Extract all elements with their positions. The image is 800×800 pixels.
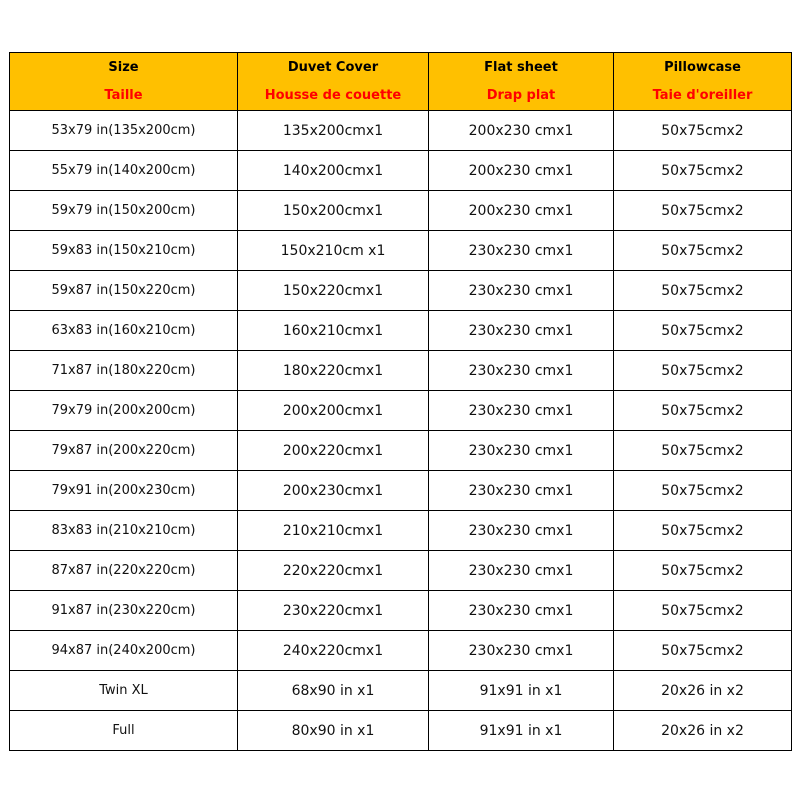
duvet-cover-cell: 240x220cmx1 <box>238 631 429 671</box>
header-flat-sheet-fr: Drap plat <box>486 87 556 103</box>
pillowcase-cell: 50x75cmx2 <box>614 191 792 231</box>
pillowcase-cell: 20x26 in x2 <box>614 671 792 711</box>
duvet-cover-cell: 68x90 in x1 <box>238 671 429 711</box>
size-cell: 87x87 in(220x220cm) <box>10 551 238 591</box>
size-cell: 55x79 in(140x200cm) <box>10 151 238 191</box>
table-row <box>10 311 792 351</box>
header-size-en: Size <box>108 59 139 75</box>
flat-sheet-cell: 91x91 in x1 <box>429 711 614 751</box>
table-row <box>10 191 792 231</box>
size-cell: 71x87 in(180x220cm) <box>10 351 238 391</box>
table-row <box>10 551 792 591</box>
table-row <box>10 711 792 751</box>
header-duvet-cover-fr: Housse de couette <box>264 87 402 103</box>
size-cell: 59x79 in(150x200cm) <box>10 191 238 231</box>
table-row <box>10 591 792 631</box>
pillowcase-cell: 50x75cmx2 <box>614 311 792 351</box>
table-row <box>10 431 792 471</box>
header-flat-sheet-en: Flat sheet <box>484 59 558 75</box>
size-cell: 53x79 in(135x200cm) <box>10 111 238 151</box>
flat-sheet-cell: 230x230 cmx1 <box>429 511 614 551</box>
flat-sheet-cell: 230x230 cmx1 <box>429 551 614 591</box>
size-chart-table <box>9 52 792 751</box>
flat-sheet-cell: 230x230 cmx1 <box>429 431 614 471</box>
pillowcase-cell: 50x75cmx2 <box>614 391 792 431</box>
duvet-cover-cell: 80x90 in x1 <box>238 711 429 751</box>
flat-sheet-cell: 230x230 cmx1 <box>429 311 614 351</box>
table-row <box>10 111 792 151</box>
flat-sheet-cell: 230x230 cmx1 <box>429 271 614 311</box>
size-cell: 94x87 in(240x200cm) <box>10 631 238 671</box>
pillowcase-cell: 50x75cmx2 <box>614 551 792 591</box>
pillowcase-cell: 50x75cmx2 <box>614 351 792 391</box>
table-row <box>10 511 792 551</box>
flat-sheet-cell: 230x230 cmx1 <box>429 631 614 671</box>
flat-sheet-cell: 230x230 cmx1 <box>429 351 614 391</box>
header-duvet-cover-en: Duvet Cover <box>287 59 379 75</box>
size-cell: Full <box>10 711 238 751</box>
size-cell: 79x79 in(200x200cm) <box>10 391 238 431</box>
table-row <box>10 671 792 711</box>
duvet-cover-cell: 200x230cmx1 <box>238 471 429 511</box>
duvet-cover-cell: 150x200cmx1 <box>238 191 429 231</box>
pillowcase-cell: 50x75cmx2 <box>614 111 792 151</box>
duvet-cover-cell: 210x210cmx1 <box>238 511 429 551</box>
pillowcase-cell: 50x75cmx2 <box>614 231 792 271</box>
duvet-cover-cell: 200x220cmx1 <box>238 431 429 471</box>
pillowcase-cell: 50x75cmx2 <box>614 271 792 311</box>
duvet-cover-cell: 160x210cmx1 <box>238 311 429 351</box>
duvet-cover-cell: 220x220cmx1 <box>238 551 429 591</box>
table-row <box>10 351 792 391</box>
pillowcase-cell: 50x75cmx2 <box>614 471 792 511</box>
size-cell: 83x83 in(210x210cm) <box>10 511 238 551</box>
table-body <box>10 111 792 751</box>
flat-sheet-cell: 230x230 cmx1 <box>429 231 614 271</box>
size-cell: 63x83 in(160x210cm) <box>10 311 238 351</box>
duvet-cover-cell: 180x220cmx1 <box>238 351 429 391</box>
table-row <box>10 231 792 271</box>
duvet-cover-cell: 230x220cmx1 <box>238 591 429 631</box>
header-size-fr: Taille <box>104 87 143 103</box>
pillowcase-cell: 50x75cmx2 <box>614 511 792 551</box>
duvet-cover-cell: 150x220cmx1 <box>238 271 429 311</box>
table-header <box>10 53 792 111</box>
table-row <box>10 391 792 431</box>
flat-sheet-cell: 230x230 cmx1 <box>429 391 614 431</box>
size-cell: 59x87 in(150x220cm) <box>10 271 238 311</box>
size-cell: 59x83 in(150x210cm) <box>10 231 238 271</box>
duvet-cover-cell: 140x200cmx1 <box>238 151 429 191</box>
pillowcase-cell: 50x75cmx2 <box>614 631 792 671</box>
flat-sheet-cell: 230x230 cmx1 <box>429 591 614 631</box>
duvet-cover-cell: 200x200cmx1 <box>238 391 429 431</box>
size-cell: 79x87 in(200x220cm) <box>10 431 238 471</box>
header-duvet-cover <box>238 53 429 111</box>
header-size <box>10 53 238 111</box>
header-flat-sheet <box>429 53 614 111</box>
pillowcase-cell: 50x75cmx2 <box>614 151 792 191</box>
size-cell: 79x91 in(200x230cm) <box>10 471 238 511</box>
flat-sheet-cell: 200x230 cmx1 <box>429 151 614 191</box>
size-cell: Twin XL <box>10 671 238 711</box>
flat-sheet-cell: 200x230 cmx1 <box>429 191 614 231</box>
duvet-cover-cell: 150x210cm x1 <box>238 231 429 271</box>
flat-sheet-cell: 91x91 in x1 <box>429 671 614 711</box>
table-row <box>10 631 792 671</box>
header-pillowcase <box>614 53 792 111</box>
pillowcase-cell: 50x75cmx2 <box>614 431 792 471</box>
size-cell: 91x87 in(230x220cm) <box>10 591 238 631</box>
pillowcase-cell: 20x26 in x2 <box>614 711 792 751</box>
flat-sheet-cell: 200x230 cmx1 <box>429 111 614 151</box>
table-row <box>10 151 792 191</box>
header-pillowcase-fr: Taie d'oreiller <box>652 87 753 103</box>
flat-sheet-cell: 230x230 cmx1 <box>429 471 614 511</box>
pillowcase-cell: 50x75cmx2 <box>614 591 792 631</box>
duvet-cover-cell: 135x200cmx1 <box>238 111 429 151</box>
table-row <box>10 271 792 311</box>
header-row <box>10 53 792 111</box>
table-row <box>10 471 792 511</box>
header-pillowcase-en: Pillowcase <box>664 59 741 75</box>
